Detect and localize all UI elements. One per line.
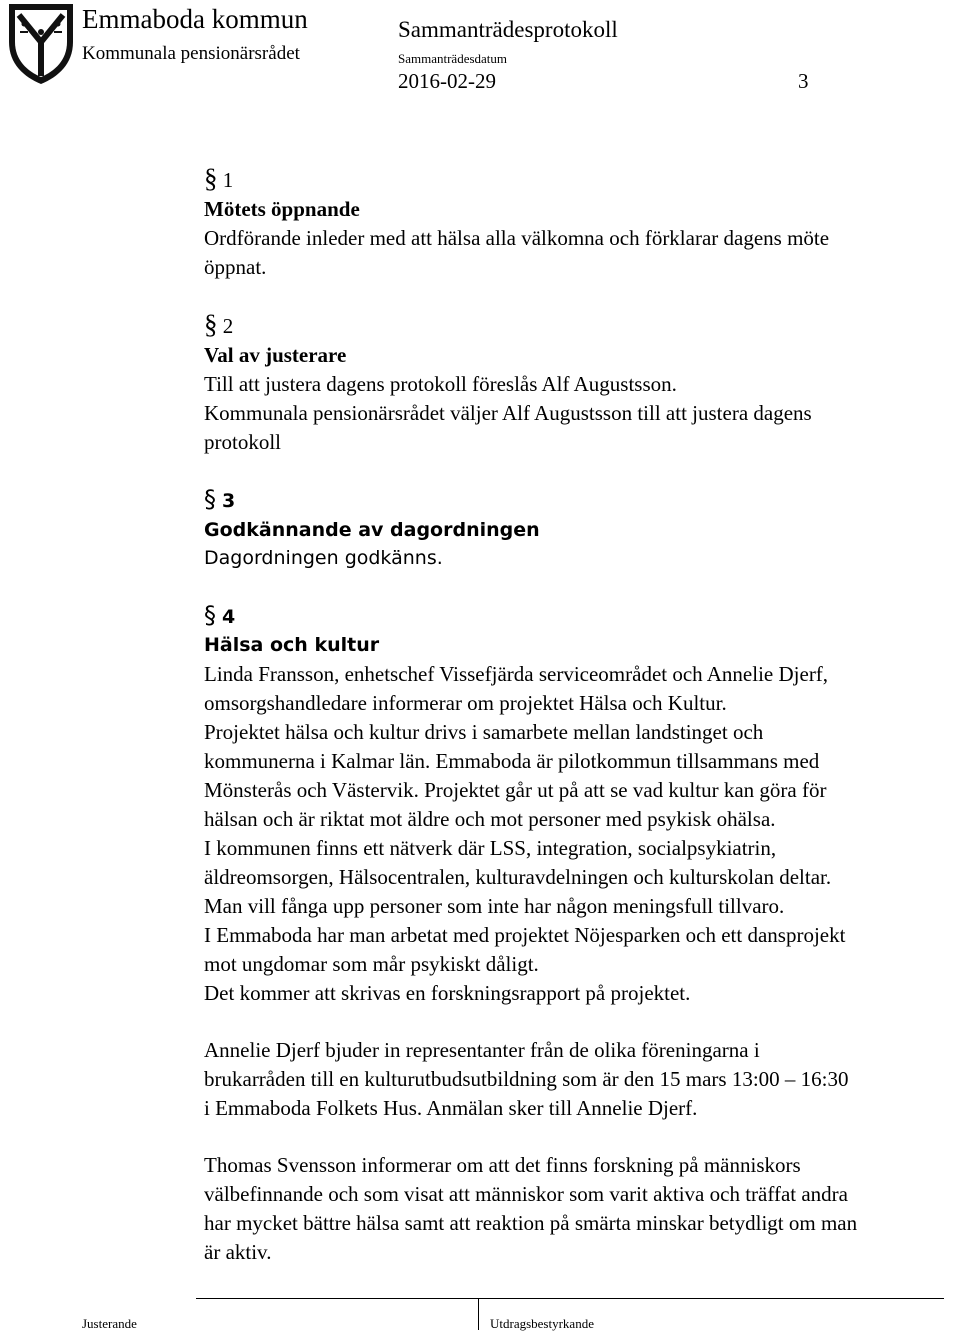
section-text-line: mot ungdomar som mår psykiskt dåligt. bbox=[204, 951, 539, 976]
document-title: Sammanträdesprotokoll bbox=[398, 17, 618, 42]
section-text-line: Till att justera dagens protokoll föreslås Alf Augustsson. bbox=[204, 372, 677, 396]
section-number-value: 3 bbox=[222, 490, 236, 512]
org-name: Emmaboda kommun bbox=[82, 4, 308, 34]
paragraph-2 bbox=[204, 1151, 944, 1267]
meeting-date-label: Sammanträdesdatum bbox=[398, 51, 508, 66]
section-text-line: Det kommer att skrivas en forskningsrapport på projektet. bbox=[204, 980, 691, 1005]
spacer bbox=[204, 282, 944, 310]
section-heading: Godkännande av dagordningen bbox=[204, 518, 540, 541]
section-text-line: Linda Fransson, enhetschef Vissefjärda serviceområdet och Annelie Djerf, bbox=[204, 661, 829, 686]
paragraph-line: brukarråden till en kulturutbudsutbildning som är den 15 mars 13:00 – 16:30 bbox=[204, 1066, 849, 1091]
section-text-line: protokoll bbox=[204, 430, 281, 454]
section-text-line: äldreomsorgen, Hälsocentralen, kulturavdelningen och kulturskolan deltar. bbox=[204, 864, 832, 889]
section-4-text bbox=[204, 660, 944, 1008]
section-text-line: I kommunen finns ett nätverk där LSS, integration, socialpsykiatrin, bbox=[204, 835, 777, 860]
footer-separator bbox=[478, 1298, 479, 1330]
section-text-line: hälsan och är riktat mot äldre och mot personer med psykisk ohälsa. bbox=[204, 806, 776, 831]
section-text-line: kommunerna i Kalmar län. Emmaboda är pilotkommun tillsammans med bbox=[204, 748, 820, 773]
section-text-line: omsorgshandledare informerar om projektet Hälsa och Kultur. bbox=[204, 690, 727, 715]
section-text-line: Ordförande inleder med att hälsa alla välkomna och förklarar dagens möte bbox=[204, 226, 830, 250]
paragraph-line: är aktiv. bbox=[204, 1239, 272, 1264]
section-1 bbox=[204, 164, 944, 282]
spacer bbox=[204, 573, 944, 601]
section-text-line: Projektet hälsa och kultur drivs i samarbete mellan landstinget och bbox=[204, 719, 764, 744]
section-number bbox=[204, 485, 944, 516]
org-subtitle: Kommunala pensionärsrådet bbox=[82, 43, 300, 64]
paragraph-line: har mycket bättre hälsa samt att reaktion på smärta minskar betydligt om man bbox=[204, 1210, 858, 1235]
section-text-line: Dagordningen godkänns. bbox=[204, 547, 443, 569]
spacer bbox=[204, 1008, 944, 1036]
section-number bbox=[204, 164, 944, 195]
meeting-date-value: 2016-02-29 bbox=[398, 69, 496, 93]
paragraph-line: Thomas Svensson informerar om att det finns forskning på människors bbox=[204, 1152, 801, 1177]
page-number: 3 bbox=[798, 69, 809, 93]
section-heading: Mötets öppnande bbox=[204, 197, 360, 221]
spacer bbox=[204, 457, 944, 485]
paragraph-sign: § bbox=[204, 485, 216, 513]
section-2 bbox=[204, 310, 944, 457]
footer-utdragsbestyrkande-label: Utdragsbestyrkande bbox=[490, 1316, 594, 1331]
paragraph-line: i Emmaboda Folkets Hus. Anmälan sker till Annelie Djerf. bbox=[204, 1095, 698, 1120]
section-4 bbox=[204, 601, 944, 660]
section-text-line: I Emmaboda har man arbetat med projektet Nöjesparken och ett dansprojekt bbox=[204, 922, 846, 947]
spacer bbox=[204, 1123, 944, 1151]
section-text-line: Man vill fånga upp personer som inte har någon meningsfull tillvaro. bbox=[204, 893, 785, 918]
paragraph-sign: § bbox=[204, 309, 218, 339]
coat-of-arms-icon bbox=[6, 2, 76, 86]
footer-justerande-label: Justerande bbox=[82, 1316, 137, 1331]
footer-divider bbox=[196, 1298, 944, 1299]
section-number-value: 2 bbox=[222, 314, 234, 338]
paragraph-sign: § bbox=[204, 163, 218, 193]
section-number bbox=[204, 601, 944, 632]
section-heading: Hälsa och kultur bbox=[204, 634, 380, 656]
paragraph-line: Annelie Djerf bjuder in representanter från de olika föreningarna i bbox=[204, 1037, 760, 1062]
section-text-line: Mönsterås och Västervik. Projektet går ut på att se vad kultur kan göra för bbox=[204, 777, 827, 802]
paragraph-sign: § bbox=[204, 600, 216, 629]
paragraph-1 bbox=[204, 1036, 944, 1123]
section-text-line: Kommunala pensionärsrådet väljer Alf Augustsson till att justera dagens bbox=[204, 401, 812, 425]
protocol-body bbox=[204, 164, 944, 1267]
section-number-value: 1 bbox=[222, 168, 234, 192]
paragraph-line: välbefinnande och som visat att människor som varit aktiva och träffat andra bbox=[204, 1181, 848, 1206]
section-3 bbox=[204, 485, 944, 573]
section-number-value: 4 bbox=[222, 605, 236, 628]
section-text-line: öppnat. bbox=[204, 255, 267, 279]
section-number bbox=[204, 310, 944, 341]
section-heading: Val av justerare bbox=[204, 343, 347, 367]
